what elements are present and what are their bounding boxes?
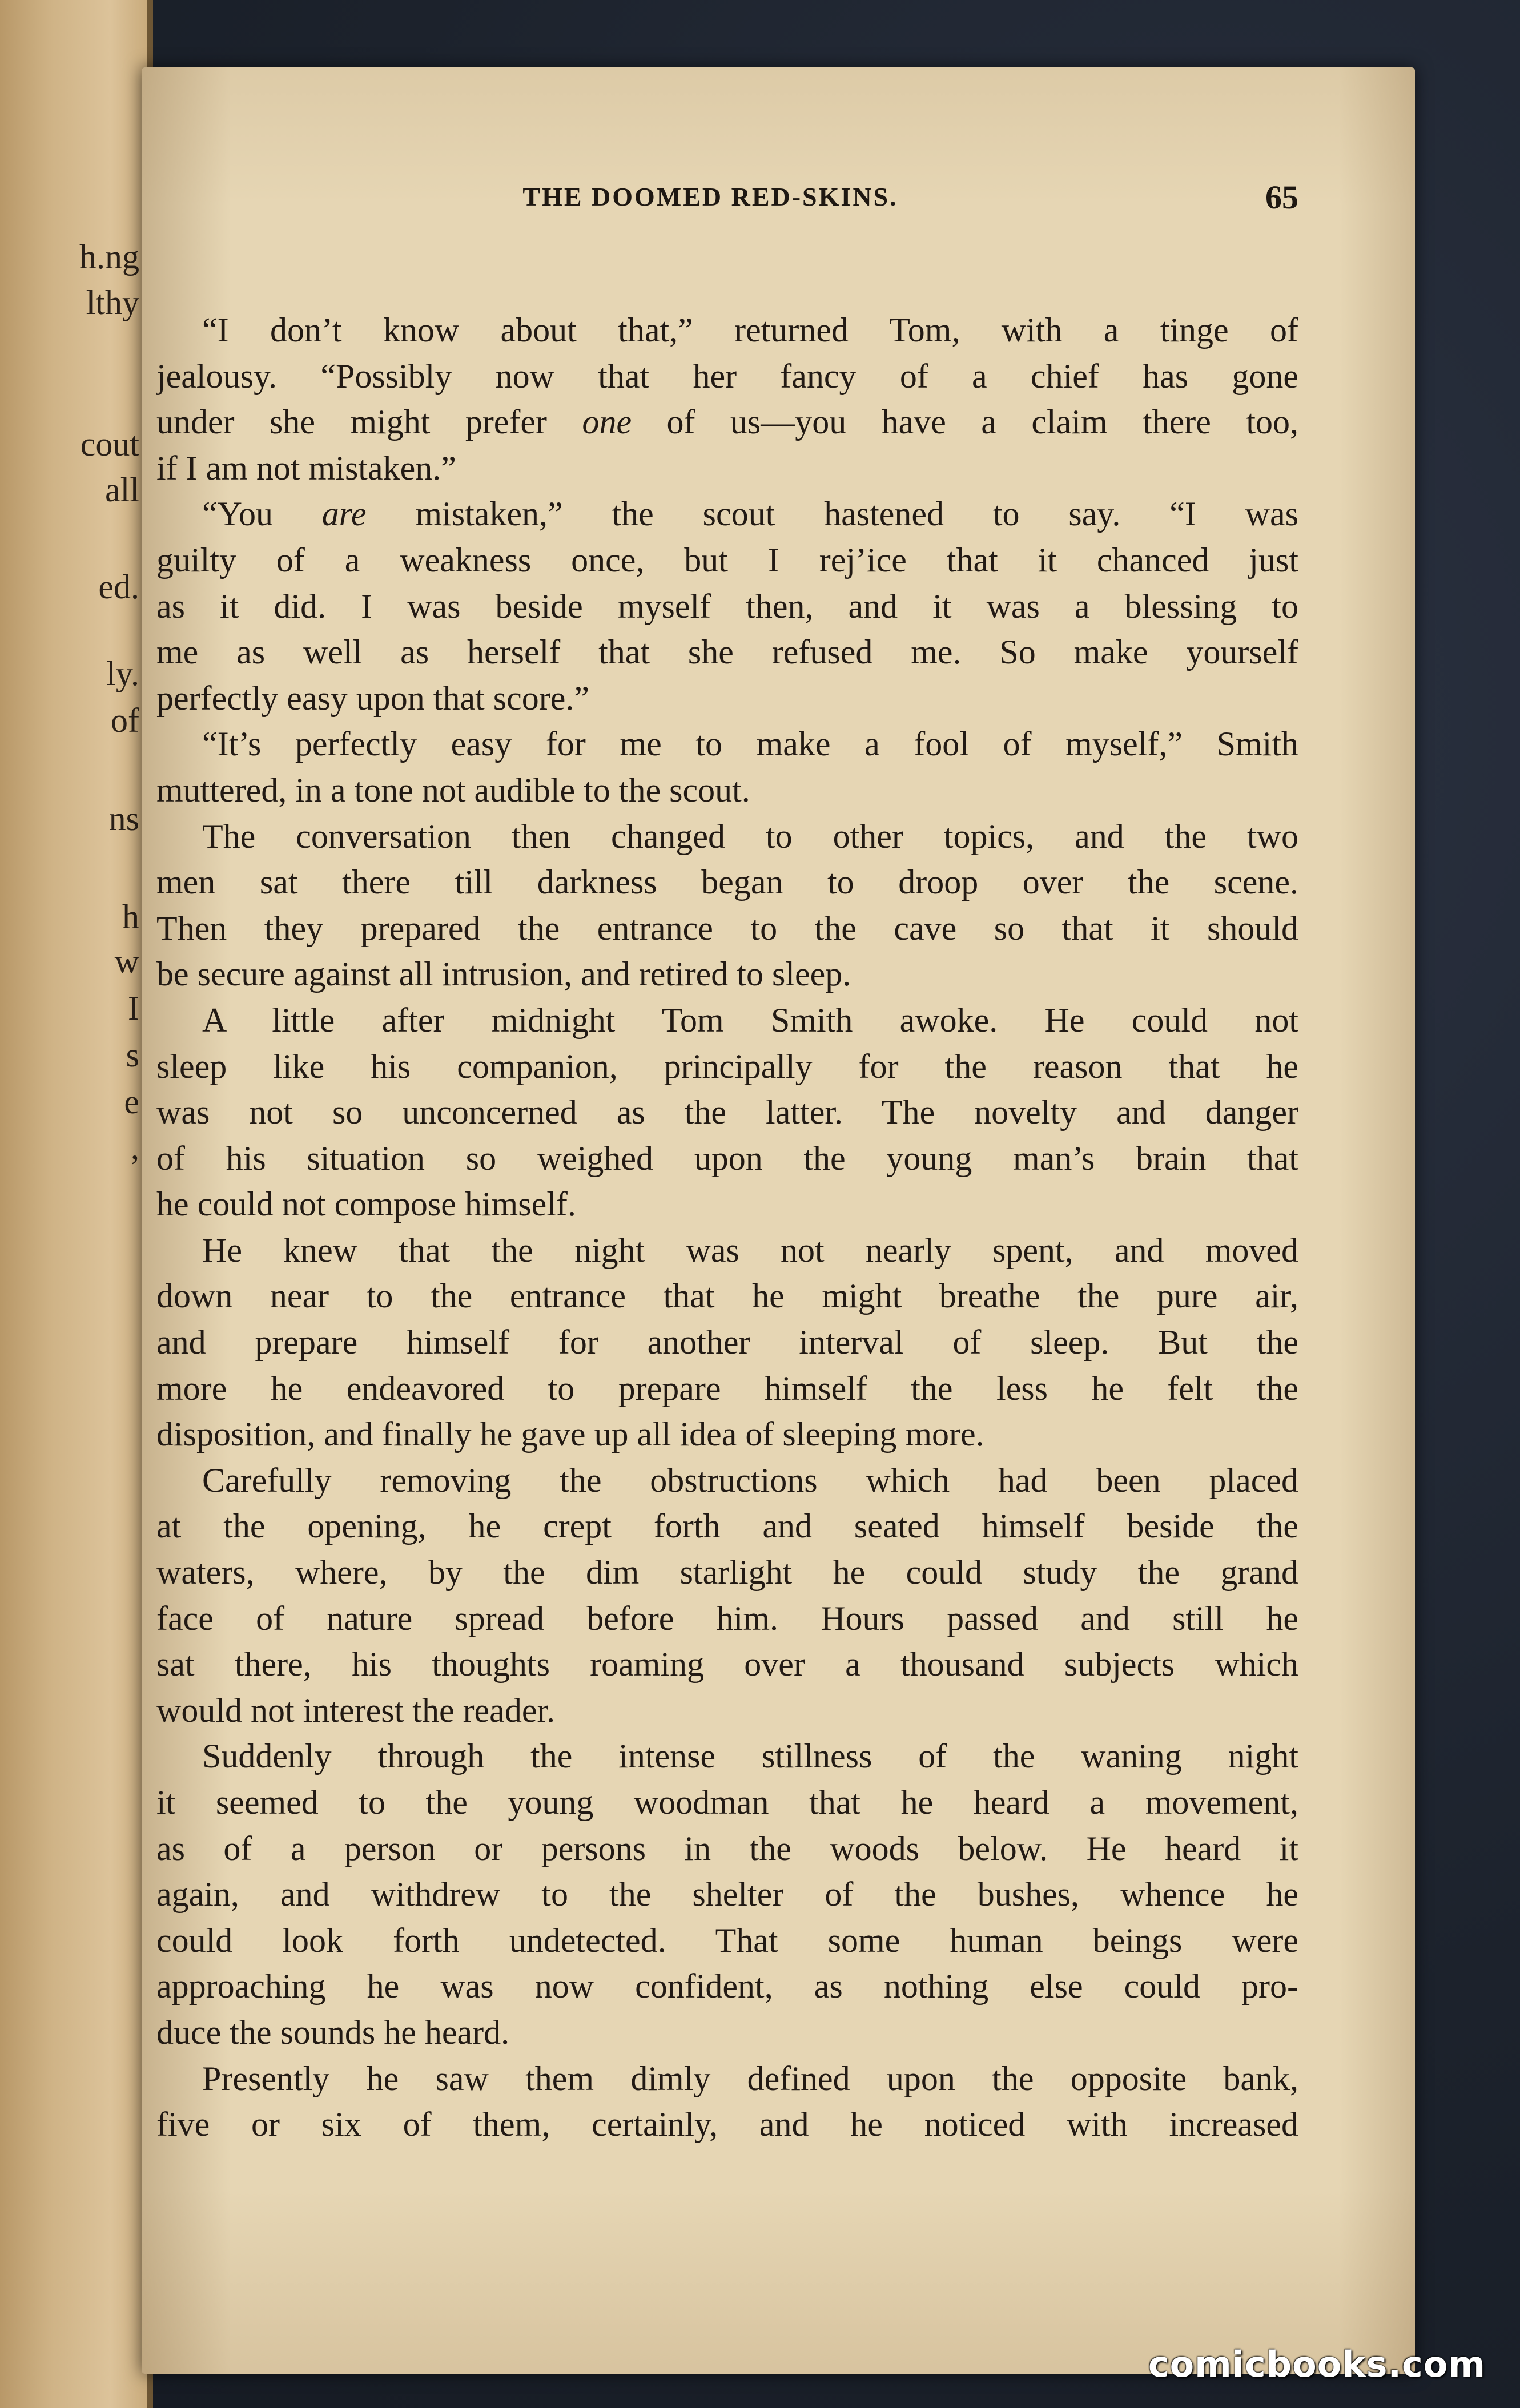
text-line: The conversation then changed to other topics, and the two (202, 817, 1298, 855)
text-line: as it did. I was beside myself then, and it was a blessing to (156, 587, 1298, 625)
body-text (156, 307, 1298, 2148)
text-line: Carefully removing the obstructions which had been placed (202, 1461, 1298, 1499)
text-line: muttered, in a tone not audible to the scout. (156, 771, 750, 809)
text-line: waters, where, by the dim starlight he could study the grand (156, 1553, 1298, 1592)
text-line: it seemed to the young woodman that he heard a movement, (156, 1783, 1298, 1821)
previous-page-edge (0, 0, 153, 2408)
running-header (156, 179, 1298, 222)
text-line: and prepare himself for another interval of sleep. But the (156, 1323, 1298, 1362)
page-content (156, 67, 1298, 2294)
text-line: down near to the entrance that he might breathe the pure air, (156, 1277, 1298, 1315)
previous-page-text-fragment: w (114, 943, 139, 980)
text-line: sat there, his thoughts roaming over a thousand subjects which (156, 1645, 1298, 1684)
text-line: five or six of them, certainly, and he noticed with increased (156, 2105, 1298, 2144)
text-line: could look forth undetected. That some human beings were (156, 1921, 1298, 1959)
text-line: would not interest the reader. (156, 1691, 556, 1729)
text-line: if I am not mistaken.” (156, 449, 456, 487)
watermark: comicbooks.com (1148, 2343, 1486, 2385)
text-line: “I don’t know about that,” returned Tom, with a tinge of (202, 311, 1298, 349)
text-line: “It’s perfectly easy for me to make a fool of myself,” Smith (202, 725, 1298, 763)
text-run: “You (202, 495, 322, 533)
previous-page-text-fragment: s (126, 1036, 139, 1074)
text-line: as of a person or persons in the woods below. He heard it (156, 1829, 1298, 1867)
previous-page-text-fragment: I (128, 989, 139, 1027)
previous-page-text-fragment: cout (80, 425, 139, 463)
text-line: guilty of a weakness once, but I rej’ice that it chanced just (156, 541, 1298, 579)
text-line: be secure against all intrusion, and retired to sleep. (156, 955, 851, 993)
text-run: of us—you have a claim there too, (632, 403, 1298, 441)
text-line: jealousy. “Possibly now that her fancy of a chief has gone (156, 357, 1298, 395)
text-line: again, and withdrew to the shelter of the bushes, whence he (156, 1875, 1298, 1914)
previous-page-text-fragment: h.ng (79, 238, 139, 276)
text-line: approaching he was now confident, as nothing else could pro- (156, 1967, 1298, 2006)
previous-page-text-fragment: ed. (98, 568, 139, 606)
text-run: mistaken,” the scout hastened to say. “I was (366, 495, 1298, 533)
text-line (156, 399, 1298, 445)
text-line: men sat there till darkness began to droop over the scene. (156, 863, 1298, 901)
previous-page-text-fragment: ns (108, 800, 139, 837)
text-line: Presently he saw them dimly defined upon the opposite bank, (202, 2059, 1298, 2097)
text-line: disposition, and finally he gave up all idea of sleeping more. (156, 1415, 984, 1453)
text-line: face of nature spread before him. Hours passed and still he (156, 1599, 1298, 1637)
book-page (142, 67, 1415, 2374)
previous-page-text-fragment: of (111, 702, 139, 739)
text-line: more he endeavored to prepare himself the less he felt the (156, 1369, 1298, 1407)
previous-page-text-fragment: h (122, 898, 139, 936)
text-line: Then they prepared the entrance to the cave so that it should (156, 909, 1298, 947)
running-title: THE DOOMED RED-SKINS. (522, 182, 898, 211)
text-line: Suddenly through the intense stillness of the waning night (202, 1737, 1298, 1775)
previous-page-text-fragment: ly. (106, 655, 139, 692)
text-line: sleep like his companion, principally for the reason that he (156, 1047, 1298, 1085)
text-line: He knew that the night was not nearly spent, and moved (202, 1231, 1298, 1269)
previous-page-text-fragment: lthy (86, 284, 139, 321)
text-line (156, 491, 1298, 537)
text-line: perfectly easy upon that score.” (156, 679, 589, 717)
previous-page-text-fragment: , (131, 1129, 139, 1166)
previous-page-text-fragment: e (124, 1083, 139, 1121)
text-line: at the opening, he crept forth and seated himself beside the (156, 1507, 1298, 1545)
previous-page-text-fragment: all (105, 471, 139, 509)
text-line: me as well as herself that she refused me. So make yourself (156, 633, 1298, 671)
italic-emphasis: one (582, 403, 632, 441)
italic-emphasis: are (321, 495, 367, 533)
page-number: 65 (1265, 179, 1298, 216)
text-line: A little after midnight Tom Smith awoke. He could not (202, 1001, 1298, 1039)
text-run: under she might prefer (156, 403, 582, 441)
text-line: was not so unconcerned as the latter. The novelty and danger (156, 1093, 1298, 1131)
text-line: duce the sounds he heard. (156, 2013, 510, 2051)
text-line: he could not compose himself. (156, 1185, 576, 1223)
text-line: of his situation so weighed upon the young man’s brain that (156, 1139, 1298, 1177)
